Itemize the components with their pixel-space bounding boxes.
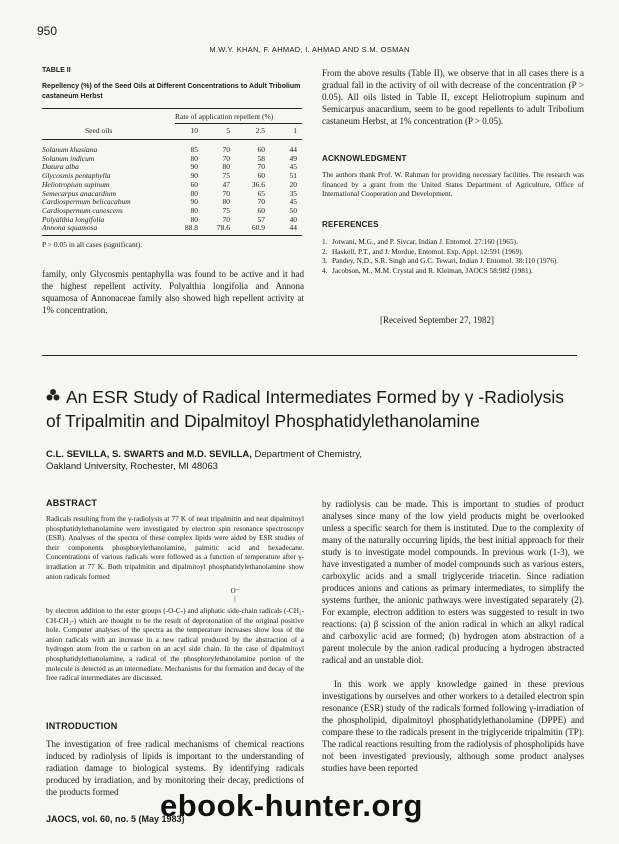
seed-oil-name: Polyalthia longifolia bbox=[42, 214, 105, 224]
article-title bbox=[46, 385, 606, 433]
repellency-value: 47 bbox=[222, 179, 230, 189]
repellency-value: 80 bbox=[190, 205, 198, 215]
table-row bbox=[42, 162, 302, 171]
reference-number: 3. bbox=[322, 256, 328, 266]
table-row bbox=[42, 189, 302, 198]
table-body bbox=[42, 145, 302, 235]
table-note: P > 0.05 in all cases (significant). bbox=[42, 240, 143, 249]
table-top-rule bbox=[42, 108, 302, 109]
column-header: 2.5 bbox=[255, 126, 265, 135]
journal-footer: JAOCS, vol. 60, no. 5 (May 1983) bbox=[46, 814, 185, 824]
repellency-value: 75 bbox=[222, 205, 230, 215]
repellency-value: 51 bbox=[289, 171, 297, 181]
seed-oil-name: Datura alba bbox=[42, 162, 79, 172]
repellency-value: 20 bbox=[289, 179, 297, 189]
table-caption: Repellency (%) of the Seed Oils at Different Concentrations to Adult Tribolium castaneum Herbst bbox=[42, 83, 301, 100]
article-title-line1: An ESR Study of Radical Intermediates Formed by γ -Radiolysis bbox=[66, 387, 564, 407]
introduction-heading: INTRODUCTION bbox=[46, 721, 118, 731]
repellency-value: 60.9 bbox=[251, 223, 265, 233]
table-row bbox=[42, 206, 302, 215]
article-title-line2: of Tripalmitin and Dipalmitoyl Phosphatidylethanolamine bbox=[46, 411, 480, 431]
table-rate-header: Rate of application repellent (%) bbox=[175, 112, 274, 121]
reference-text: Jacobson, M., M.M. Crystal and R. Kleiman, JAOCS 58:982 (1981). bbox=[332, 265, 533, 275]
column-header: 1 bbox=[293, 126, 297, 135]
repellency-value: 35 bbox=[289, 188, 297, 198]
body-paragraph-1: by radiolysis can be made. This is important to studies of product analyses since many of the low yield products might be overlooked unless a specific search for them is instituted. Due to the complexity of many of the naturally occurring lipids, the best initial approach for their study is to investigate model compounds. In previous work (1-3), we have investigated a number of model compounds such as various esters, carboxylic acids and a small triglyceride triacetin. Since radiation produces anions and cations as primary intermediates, to simplify the systems further, the anionic pathways were investigated separately (2). For example, electron addition to esters was suggested to result in two reactions: (a) β scission of the anion radical in which an alkyl radical and carboxylic acid are formed; (b) hydrogen atom abstraction of a parent molecule by the anion radical producing a hydrogen abstracted radical and an unstable diol. bbox=[322, 499, 584, 665]
repellency-value: 49 bbox=[289, 153, 297, 163]
repellency-value: 60 bbox=[257, 145, 265, 154]
reference-text: Jotwani, M.G., and P. Sivcar, Indian J. Entomol. 27:160 (1965). bbox=[332, 237, 518, 246]
seed-oil-name: Cardiospermum canescens bbox=[42, 205, 123, 215]
repellency-value: 60 bbox=[190, 179, 198, 189]
table-bottom-rule bbox=[42, 235, 302, 236]
seed-oil-name: Annona squamosa bbox=[42, 223, 98, 233]
table-row bbox=[42, 171, 302, 180]
seed-oil-name: Solanum indicum bbox=[42, 153, 95, 163]
page-number: 950 bbox=[37, 24, 58, 38]
repellency-value: 44 bbox=[289, 145, 297, 154]
reference-number: 2. bbox=[322, 246, 328, 256]
repellency-value: 80 bbox=[222, 162, 230, 172]
seed-oil-name: Glycosmis pentaphylla bbox=[42, 171, 111, 181]
article-marker-icon bbox=[46, 388, 60, 402]
repellency-value: 90 bbox=[190, 162, 198, 172]
acknowledgment-heading: ACKNOWLEDGMENT bbox=[322, 154, 407, 163]
repellency-value: 45 bbox=[289, 197, 297, 207]
left-conclusion-paragraph: family, only Glycosmis pentaphylla was found to be active and it had the highest repellent activity. Polyalthia longifolia and Annona squamosa of Annonaceae family also showed high repellent activity at 1% concentration. bbox=[42, 269, 304, 315]
repellency-value: 40 bbox=[289, 214, 297, 224]
table-row bbox=[42, 197, 302, 206]
seed-oil-name: Semecarpus anacardium bbox=[42, 188, 117, 198]
repellency-value: 70 bbox=[222, 214, 230, 224]
repellency-value: 80 bbox=[222, 197, 230, 207]
repellency-value: 70 bbox=[222, 145, 230, 154]
table-row bbox=[42, 180, 302, 189]
watermark: ebook-hunter.org bbox=[160, 788, 423, 823]
introduction-text: The investigation of free radical mechanisms of chemical reactions induced by radiolysis of lipids is important to the understanding of radiation damage to biological systems. By identifying radicals produced by irradiation, and by monitoring their decay, predictions of the products formed bbox=[46, 739, 304, 797]
seed-oil-name: Heliotropium supinum bbox=[42, 179, 110, 189]
formula-oxygen: O⁻ bbox=[230, 587, 240, 595]
repellency-value: 78.6 bbox=[216, 223, 230, 233]
repellency-value: 57 bbox=[257, 214, 265, 224]
abstract-text-part1: Radicals resulting from the γ-radiolysis at 77 K of neat tripalmitin and neat dipalmitoyl phosphatidylethanolamine were investigated by electron spin resonance spectroscopy (ESR). Analyses of the spectra of these complex lipids were aided by ESR studies of their components phosphorylethanolamine, palmitic acid and hexadecane. Concentrations of various radicals were followed as a function of temperature after γ-irradiation at 77 K. Both tripalmitin and dipalmitoyl phosphatidylethanolamine show anion radicals formed bbox=[46, 514, 304, 581]
reference-item bbox=[322, 256, 584, 266]
seed-oil-name: Cardiospermum belicacabum bbox=[42, 197, 131, 207]
repellency-value: 70 bbox=[222, 153, 230, 163]
received-date: [Received September 27, 1982] bbox=[380, 315, 494, 325]
table-column-headers bbox=[42, 126, 302, 138]
repellency-value: 70 bbox=[257, 197, 265, 207]
repellency-value: 80 bbox=[190, 153, 198, 163]
repellency-value: 44 bbox=[289, 223, 297, 233]
table-rate-rule bbox=[175, 123, 302, 124]
results-paragraph: From the above results (Table II), we observe that in all cases there is a gradual fall in the activity of oil with decrease of the concentration (P > 0.05). All oils listed in Table II, except Heliotropium supinum and Semicarpus anacardium, seem to be good repellents to adult Tribolium castaneum Herbst, at 1% concentration (P > 0.05). bbox=[322, 68, 584, 126]
repellency-value: 80 bbox=[190, 188, 198, 198]
table-title: TABLE II bbox=[42, 67, 71, 74]
abstract-heading: ABSTRACT bbox=[46, 498, 98, 508]
references-heading: REFERENCES bbox=[322, 220, 379, 229]
repellency-value: 65 bbox=[257, 188, 265, 198]
reference-text: Pandey, N.D., S.R. Singh and G.C. Tewari, Indian J. Entomol. 38:110 (1976). bbox=[332, 256, 559, 266]
repellency-value: 36.6 bbox=[251, 179, 265, 189]
repellency-value: 60 bbox=[257, 205, 265, 215]
reference-number: 1. bbox=[322, 237, 328, 246]
repellency-value: 70 bbox=[257, 162, 265, 172]
repellency-value: 88.8 bbox=[184, 223, 198, 233]
references-list bbox=[322, 237, 584, 275]
table-row bbox=[42, 154, 302, 163]
table-header-rule bbox=[42, 139, 302, 140]
repellency-value: 90 bbox=[190, 197, 198, 207]
repellency-value: 80 bbox=[190, 214, 198, 224]
affiliation-university: Oakland University, Rochester, MI 48063 bbox=[46, 461, 218, 472]
acknowledgment-text: The authors thank Prof. W. Rahman for providing necessary facilities. The research was financed by a grant from the United States Department of Agriculture, Office of International Cooperation and Development. bbox=[322, 170, 584, 199]
reference-item bbox=[322, 266, 584, 276]
table-row bbox=[42, 223, 302, 232]
repellency-value: 45 bbox=[289, 162, 297, 172]
authors-block bbox=[46, 449, 362, 473]
table-row bbox=[42, 215, 302, 224]
section-divider bbox=[42, 355, 577, 356]
abstract-formula bbox=[228, 587, 242, 603]
column-header: 5 bbox=[226, 126, 230, 135]
authors: C.L. SEVILLA, S. SWARTS and M.D. SEVILLA, bbox=[46, 449, 252, 460]
repellency-value: 90 bbox=[190, 171, 198, 181]
repellency-value: 60 bbox=[257, 171, 265, 181]
reference-text: Haskell, P.T., and J. Mordue, Entomol. Exp. Appl. 12:591 (1969). bbox=[332, 246, 524, 256]
repellency-value: 75 bbox=[222, 171, 230, 181]
table-row bbox=[42, 145, 302, 154]
repellency-value: 58 bbox=[257, 153, 265, 163]
reference-number: 4. bbox=[322, 265, 328, 275]
seed-oil-name: Solanum khasiana bbox=[42, 145, 98, 154]
table-row-header: Seed oils bbox=[85, 126, 113, 135]
formula-bond: | bbox=[234, 595, 236, 603]
repellency-value: 70 bbox=[222, 188, 230, 198]
column-header: 10 bbox=[190, 126, 198, 135]
reference-item bbox=[322, 247, 584, 257]
abstract-text-part2: by electron addition to the ester groups (-O-C-) and aliphatic side-chain radicals (-CH₂-CH-CH₂-) which are thought to be the result of deprotonation of the original positive hole. Computer analyses of the spectra as the temperature increases show loss of the anion radicals with an increase in a new radical produced by the abstraction of a hydrogen atom from the α carbon on an acyl side chain. In the case of dipalmitoyl phosphatidylethanolamine, a radical of the phosphorylethanolamine portion of the molecule is detected as an intermediate. Mechanisms for the formation and decay of the free radical intermediates are discussed. bbox=[46, 606, 304, 683]
affiliation-department: Department of Chemistry, bbox=[254, 449, 363, 460]
body-paragraph-2: In this work we apply knowledge gained in these previous investigations by ourselves and other workers to a detailed electron spin resonance (ESR) study of the radicals formed following γ-irradiation of the phospholipid, dipalmitoyl phosphatidylethanolamine (DPPE) and compare these to the radicals present in the triglyceride tripalmitin (TP). The radical reactions resulting from the radiolysis of phospholipids have not been investigated previously, although some product analyses studies have been reported bbox=[322, 679, 584, 773]
repellency-value: 50 bbox=[289, 205, 297, 215]
repellency-value: 85 bbox=[190, 145, 198, 154]
running-head: M.W.Y. KHAN, F. AHMAD, I. AHMAD AND S.M. OSMAN bbox=[209, 45, 410, 54]
reference-item bbox=[322, 237, 584, 247]
